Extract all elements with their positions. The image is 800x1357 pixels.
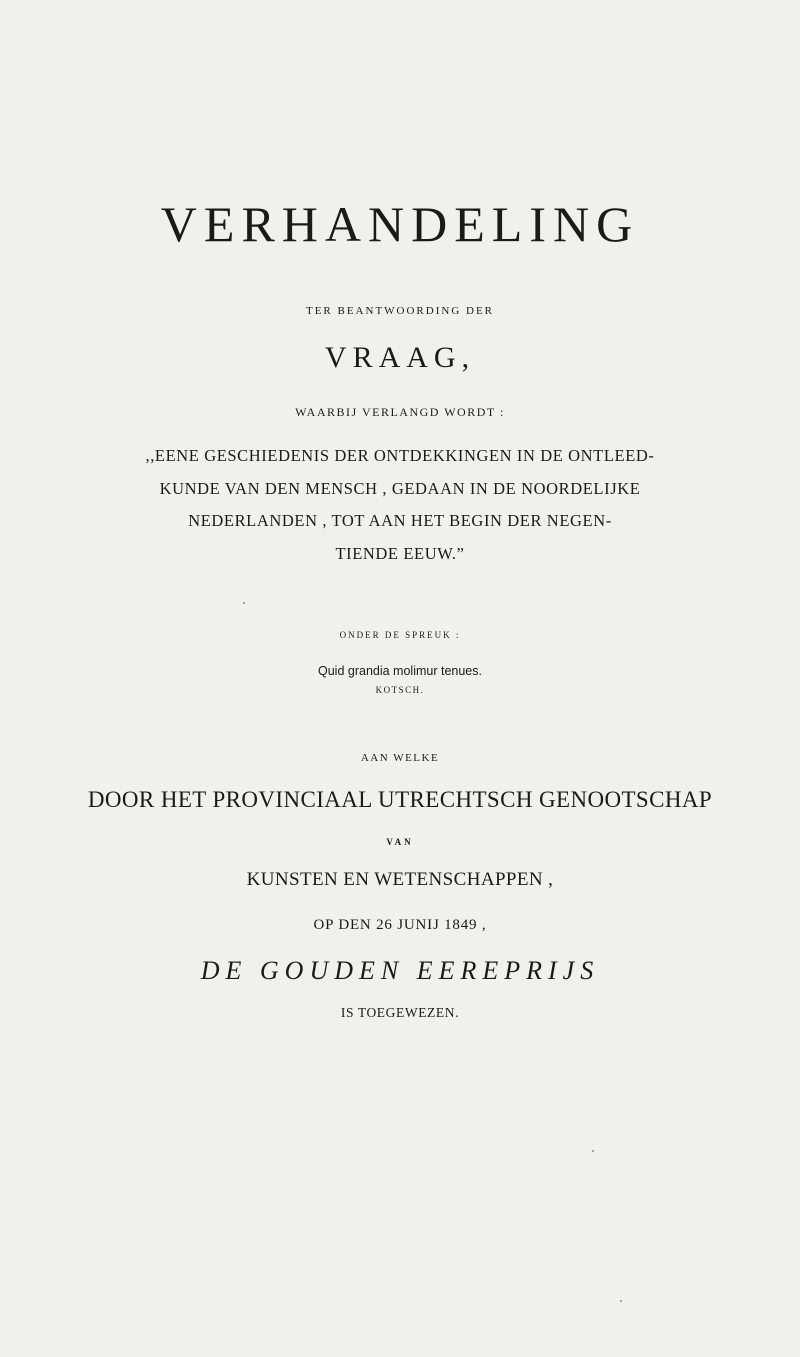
- waarbij-line: WAARBIJ VERLANGD WORDT :: [295, 405, 505, 419]
- prize-line: DE GOUDEN EEREPRIJS: [200, 956, 600, 985]
- paper-speck: [620, 1300, 622, 1302]
- subtitle: TER BEANTWOORDING DER: [305, 305, 495, 317]
- question-line: NEDERLANDEN , TOT AAN HET BEGIN DER NEGEN-: [188, 511, 612, 530]
- question-line: KUNDE VAN DEN MENSCH , GEDAAN IN DE NOORDELIJKE: [159, 479, 641, 498]
- motto-intro: ONDER DE SPREUK :: [339, 630, 461, 640]
- date-line: OP DEN 26 JUNIJ 1849 ,: [313, 917, 487, 933]
- kunsten-line: KUNSTEN EN WETENSCHAPPEN ,: [246, 869, 554, 890]
- awarded-line: IS TOEGEWEZEN.: [340, 1005, 460, 1020]
- aan-welke-line: AAN WELKE: [360, 752, 440, 764]
- paper-speck: [592, 1150, 594, 1152]
- vraag-heading: VRAAG,: [324, 341, 476, 374]
- question-line: TIENDE EEUW.”: [335, 544, 465, 563]
- paper-speck: [243, 602, 245, 604]
- society-line: DOOR HET PROVINCIAAL UTRECHTSCH GENOOTSCHAP: [87, 787, 713, 812]
- van-line: VAN: [386, 837, 414, 847]
- motto-author: KOTSCH.: [375, 685, 425, 695]
- motto-text: Quid grandia molimur tenues.: [318, 664, 482, 678]
- question-line: ,,EENE GESCHIEDENIS DER ONTDEKKINGEN IN DE ONTLEED-: [145, 446, 655, 465]
- main-title: VERHANDELING: [160, 196, 640, 252]
